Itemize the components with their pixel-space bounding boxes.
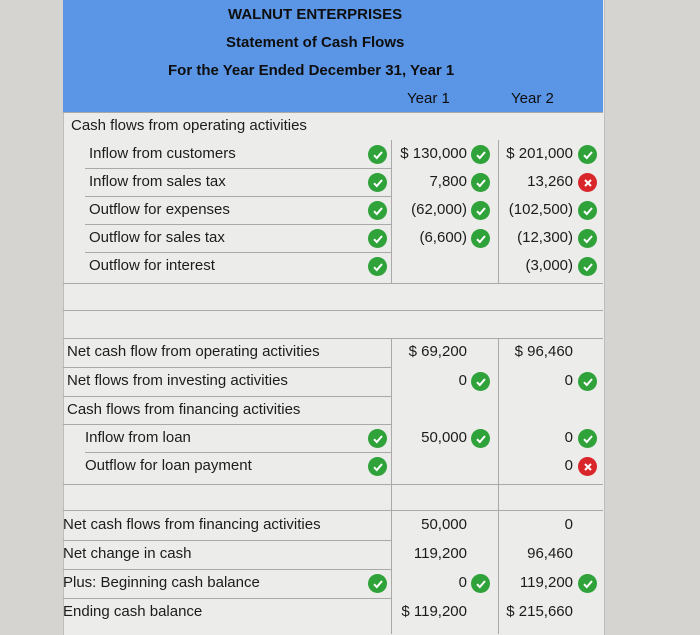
table-row — [63, 224, 603, 252]
year2-value[interactable]: 119,200 — [519, 574, 573, 591]
period-banner — [63, 56, 603, 84]
column-year-2: Year 2 — [511, 89, 554, 107]
row-label: Net flows from investing activities — [67, 372, 288, 389]
company-name: WALNUT ENTERPRISES — [228, 5, 403, 23]
table-row — [63, 424, 603, 452]
title-banner — [63, 0, 603, 28]
year1-value[interactable]: 0 — [458, 574, 467, 591]
check-icon — [578, 145, 597, 164]
year2-value[interactable]: (12,300) — [517, 229, 573, 246]
check-icon — [368, 145, 387, 164]
check-icon — [368, 201, 387, 220]
year2-value[interactable]: 0 — [564, 429, 573, 446]
grid-line — [63, 283, 603, 284]
column-header-row — [63, 84, 603, 112]
table-row — [63, 540, 603, 568]
row-label: Outflow for sales tax — [89, 229, 225, 246]
year1-value: $ 119,200 — [401, 603, 467, 620]
statement-title: Statement of Cash Flows — [226, 33, 405, 51]
row-label: Inflow from loan — [85, 429, 191, 446]
check-icon — [368, 229, 387, 248]
operating-heading: Cash flows from operating activities — [71, 117, 307, 134]
row-label: Net cash flow from operating activities — [67, 343, 320, 360]
table-row — [63, 511, 603, 539]
year1-value: $ 69,200 — [408, 343, 467, 360]
year1-value[interactable]: 7,800 — [429, 173, 467, 190]
table-row — [63, 452, 603, 480]
grid-line — [63, 484, 603, 485]
check-icon — [471, 145, 490, 164]
check-icon — [578, 429, 597, 448]
check-icon — [368, 574, 387, 593]
row-label: Plus: Beginning cash balance — [63, 574, 260, 591]
row-label: Ending cash balance — [63, 603, 203, 620]
check-icon — [368, 257, 387, 276]
year1-value[interactable]: (62,000) — [411, 201, 467, 218]
check-icon — [578, 372, 597, 391]
table-row — [63, 140, 603, 168]
row-label: Net cash flows from financing activities — [63, 516, 321, 533]
check-icon — [471, 173, 490, 192]
table-row — [63, 367, 603, 395]
year2-value[interactable]: 13,260 — [527, 173, 573, 190]
check-icon — [368, 457, 387, 476]
error-x-icon — [578, 457, 597, 476]
statement-banner — [63, 28, 603, 56]
table-row — [63, 168, 603, 196]
row-label: Inflow from sales tax — [89, 173, 226, 190]
check-icon — [471, 372, 490, 391]
year2-value[interactable]: 0 — [564, 372, 573, 389]
check-icon — [471, 201, 490, 220]
year2-value[interactable]: (3,000) — [525, 257, 573, 274]
check-icon — [471, 574, 490, 593]
error-x-icon — [578, 173, 597, 192]
check-icon — [578, 201, 597, 220]
year2-value: $ 96,460 — [514, 343, 573, 360]
year1-value[interactable]: $ 130,000 — [400, 145, 467, 162]
table-row — [63, 338, 603, 366]
year2-value[interactable]: 0 — [564, 457, 573, 474]
year1-value: 119,200 — [413, 545, 467, 562]
check-icon — [368, 173, 387, 192]
operating-heading-row — [63, 112, 603, 140]
year2-value[interactable]: (102,500) — [508, 201, 573, 218]
year2-value: 96,460 — [527, 545, 573, 562]
table-row — [63, 196, 603, 224]
check-icon — [368, 429, 387, 448]
year1-value[interactable]: 0 — [458, 372, 467, 389]
table-row — [63, 598, 603, 626]
table-row — [63, 252, 603, 280]
year2-value: 0 — [564, 516, 573, 533]
column-year-1: Year 1 — [407, 89, 450, 107]
check-icon — [471, 429, 490, 448]
grid-line — [63, 310, 603, 311]
year1-value: 50,000 — [421, 516, 467, 533]
financing-heading: Cash flows from financing activities — [67, 401, 301, 418]
year2-value[interactable]: $ 201,000 — [506, 145, 573, 162]
statement-period: For the Year Ended December 31, Year 1 — [168, 61, 455, 79]
row-label: Outflow for interest — [89, 257, 215, 274]
financing-heading-row — [63, 396, 603, 424]
check-icon — [578, 574, 597, 593]
year1-value[interactable]: 50,000 — [421, 429, 467, 446]
row-label: Outflow for loan payment — [85, 457, 252, 474]
year2-value: $ 215,660 — [506, 603, 573, 620]
year1-value[interactable]: (6,600) — [419, 229, 467, 246]
table-row — [63, 569, 603, 597]
row-label: Outflow for expenses — [89, 201, 230, 218]
row-label: Net change in cash — [63, 545, 192, 562]
check-icon — [578, 229, 597, 248]
check-icon — [578, 257, 597, 276]
row-label: Inflow from customers — [89, 145, 236, 162]
check-icon — [471, 229, 490, 248]
